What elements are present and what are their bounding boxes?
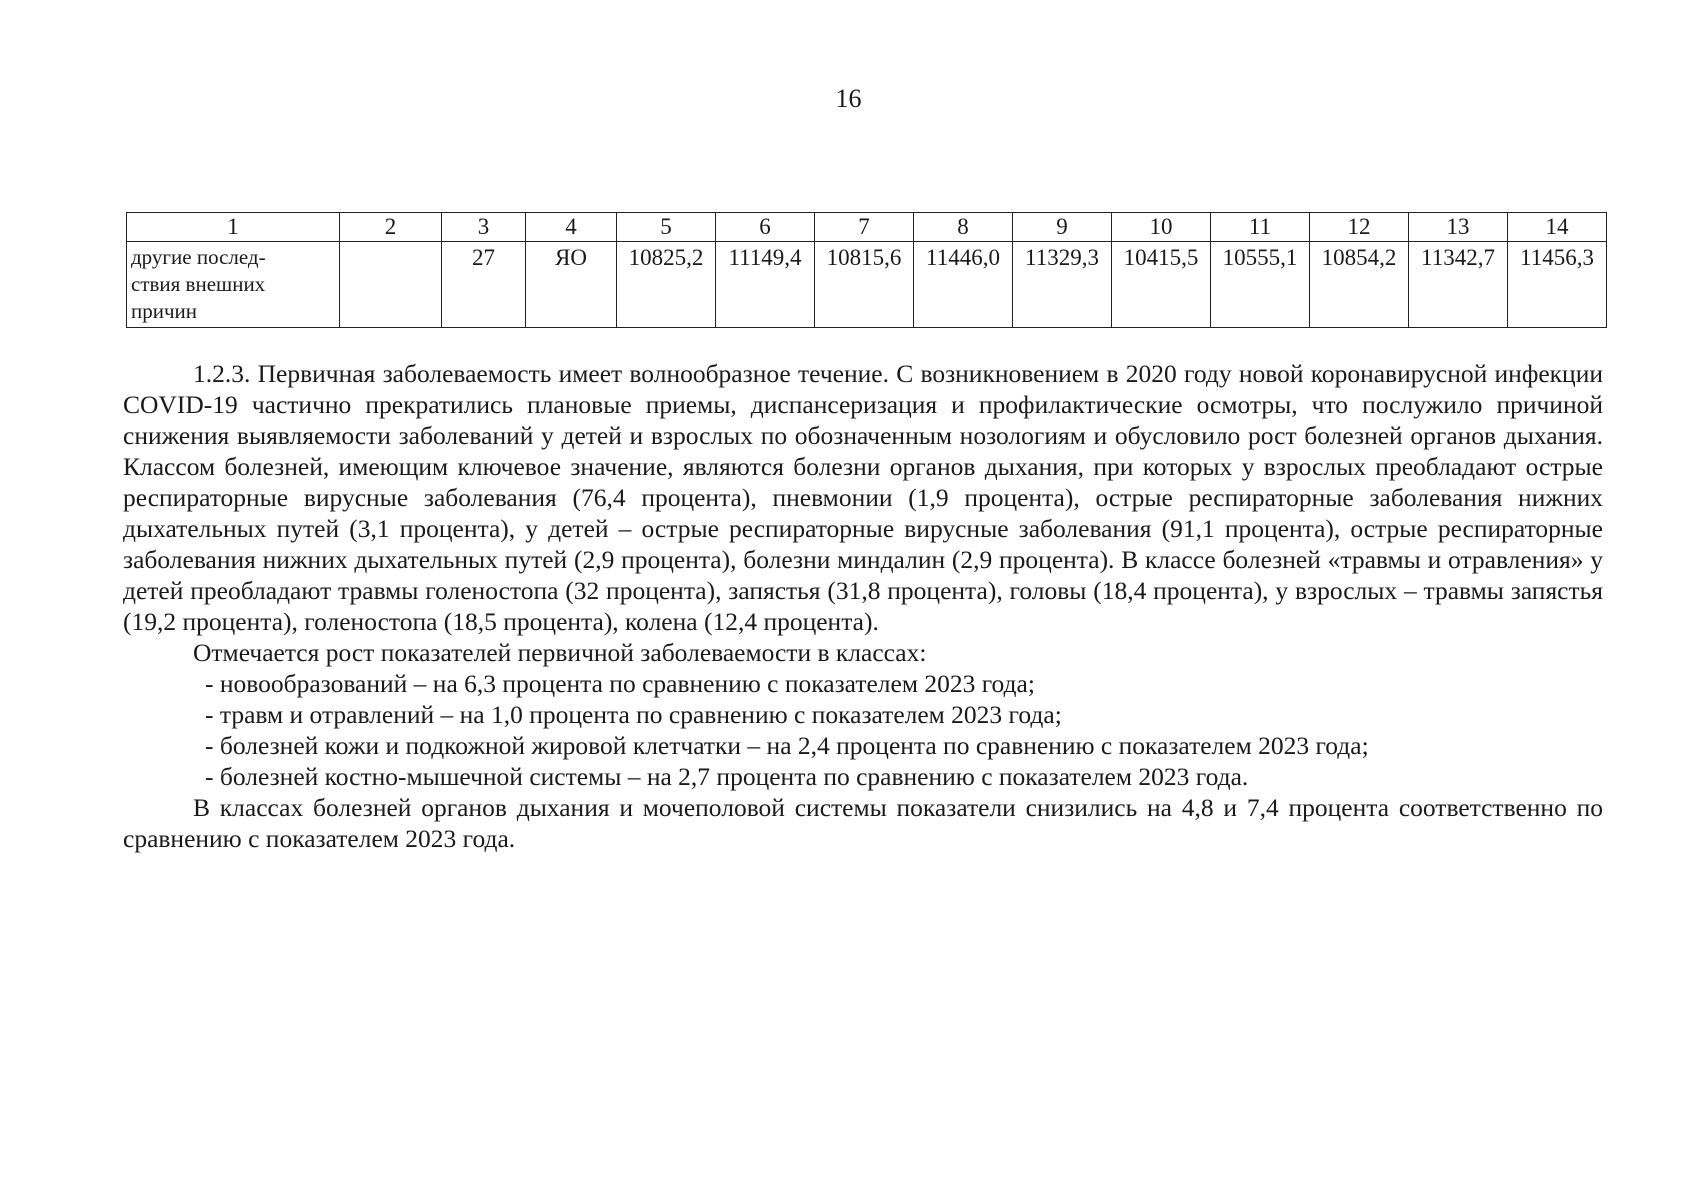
body-text bbox=[123, 358, 1603, 854]
row-value-cell: 11446,0 bbox=[914, 242, 1013, 328]
row-value-cell: 10415,5 bbox=[1112, 242, 1211, 328]
header-cell: 3 bbox=[442, 213, 526, 242]
table-row bbox=[127, 242, 1607, 328]
list-item: - болезней костно-мышечной системы – на 2,7 процента по сравнению с показателем 2023 года. bbox=[205, 762, 1249, 791]
page-number: 16 bbox=[835, 84, 862, 113]
row-value-cell: 11342,7 bbox=[1409, 242, 1508, 328]
header-cell: 2 bbox=[340, 213, 442, 242]
header-cell: 11 bbox=[1211, 213, 1310, 242]
row-value-cell: 11329,3 bbox=[1013, 242, 1112, 328]
list-item: - травм и отравлений – на 1,0 процента по сравнению с показателем 2023 года; bbox=[205, 700, 1062, 729]
header-cell: 13 bbox=[1409, 213, 1508, 242]
row-region-cell: ЯО bbox=[526, 242, 617, 328]
row-label-cell bbox=[127, 242, 340, 328]
data-table bbox=[126, 212, 1607, 328]
row-value-cell: 10825,2 bbox=[617, 242, 716, 328]
list-item: - новообразований – на 6,3 процента по сравнению с показателем 2023 года; bbox=[205, 669, 1035, 698]
list-item: - болезней кожи и подкожной жировой клетчатки – на 2,4 процента по сравнению с показателем 2023 года; bbox=[205, 731, 1369, 760]
table-header-row bbox=[127, 213, 1607, 242]
row-label-line: причин bbox=[131, 299, 198, 323]
header-cell: 7 bbox=[815, 213, 914, 242]
header-cell: 4 bbox=[526, 213, 617, 242]
row-value-cell: 10555,1 bbox=[1211, 242, 1310, 328]
row-value-cell: 10815,6 bbox=[815, 242, 914, 328]
header-cell: 14 bbox=[1508, 213, 1607, 242]
row-value-cell: 10854,2 bbox=[1310, 242, 1409, 328]
paragraph-growth-intro: Отмечается рост показателей первичной заболеваемости в классах: bbox=[193, 638, 927, 667]
row-value-cell: 11456,3 bbox=[1508, 242, 1607, 328]
header-cell: 1 bbox=[127, 213, 340, 242]
paragraph-decrease: В классах болезней органов дыхания и мочеполовой системы показатели снизились на 4,8 и 7,4 процента соответственно по сравнению с показателем 2023 года. bbox=[123, 793, 1603, 853]
row-label-line: другие послед- bbox=[131, 245, 266, 269]
header-cell: 10 bbox=[1112, 213, 1211, 242]
row-empty-cell bbox=[340, 242, 442, 328]
header-cell: 9 bbox=[1013, 213, 1112, 242]
row-value-cell: 11149,4 bbox=[716, 242, 815, 328]
header-cell: 5 bbox=[617, 213, 716, 242]
header-cell: 8 bbox=[914, 213, 1013, 242]
header-cell: 6 bbox=[716, 213, 815, 242]
header-cell: 12 bbox=[1310, 213, 1409, 242]
row-label-line: ствия внешних bbox=[131, 272, 266, 296]
row-code-cell: 27 bbox=[442, 242, 526, 328]
paragraph-primary-morbidity: 1.2.3. Первичная заболеваемость имеет волнообразное течение. С возникновением в 2020 году новой коронавирусной инфекции COVID-19 частично прекратились плановые приемы, диспансеризация и профилактические осмотры, что послужило причиной снижения выявляемости заболеваний у детей и взрослых по обозначенным нозологиям и обусловило рост болезней органов дыхания. Классом болезней, имеющим ключевое значение, являются болезни органов дыхания, при которых у взрослых преобладают острые респираторные вирусные заболевания (76,4 процента), пневмонии (1,9 процента), острые респираторные заболевания нижних дыхательных путей (3,1 процента), у детей – острые респираторные вирусные заболевания (91,1 процента), острые респираторные заболевания нижних дыхательных путей (2,9 процента), болезни миндалин (2,9 процента). В классе болезней «травмы и отравления» у детей преобладают травмы голеностопа (32 процента), запястья (31,8 процента), головы (18,4 процента), у взрослых – травмы запястья (19,2 процента), голеностопа (18,5 процента), колена (12,4 процента). bbox=[123, 359, 1603, 636]
